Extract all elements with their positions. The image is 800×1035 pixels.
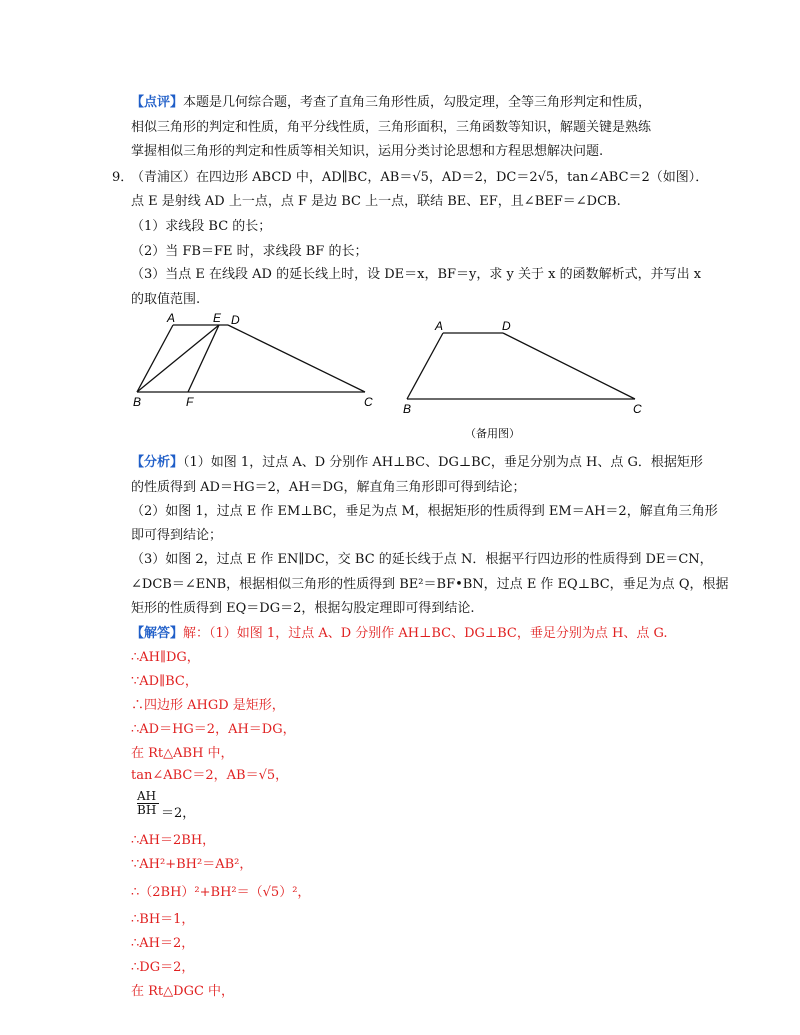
solution-step-1: ∴AH∥DG， bbox=[131, 650, 200, 665]
solution-step-4: ∴AD＝HG＝2，AH＝DG， bbox=[131, 722, 296, 737]
fig1-label-d: D bbox=[231, 313, 240, 327]
figure-1 bbox=[125, 308, 385, 408]
fig2-segment-ab bbox=[407, 333, 443, 399]
analysis-tag: 【分析】 bbox=[131, 455, 184, 470]
solution-step-12: ∴DG＝2， bbox=[131, 960, 195, 975]
fig1-label-c: C bbox=[364, 395, 373, 408]
fraction-numerator: AH bbox=[137, 789, 157, 803]
fig2-label-b: B bbox=[403, 402, 412, 416]
analysis-line-2: 的性质得到 AD＝HG＝2，AH＝DG，解直角三角形即可得到结论； bbox=[131, 480, 526, 495]
solution-step-11: ∴AH＝2， bbox=[131, 936, 195, 951]
solution-fraction-rest: ＝2， bbox=[161, 806, 196, 821]
fig1-segment-ab bbox=[137, 325, 173, 392]
fraction-denominator: BH bbox=[137, 803, 157, 817]
fig2-label-c: C bbox=[633, 402, 642, 416]
analysis-text-1: （1）如图 1，过点 A、D 分别作 AH⊥BC、DG⊥BC，垂足分别为点 H、点 G．根据矩形 bbox=[183, 455, 703, 470]
figure-2 bbox=[395, 312, 655, 442]
solution-step-9: ∴（2BH）²+BH²＝（√5）²， bbox=[131, 885, 311, 900]
solution-step-3: ∴四边形 AHGD 是矩形， bbox=[131, 698, 285, 713]
problem-question-2: （2）当 FB＝FE 时，求线段 BF 的长； bbox=[131, 244, 368, 259]
problem-question-3b: 的取值范围. bbox=[131, 292, 201, 307]
fig2-label-a: A bbox=[435, 319, 444, 333]
fig1-label-b: B bbox=[133, 395, 142, 408]
solution-tag: 【解答】 bbox=[131, 626, 184, 641]
analysis-line-6: ∠DCB＝∠ENB，根据相似三角形的性质得到 BE²＝BF•BN，过点 E 作 EQ⊥BC，垂足为点 Q，根据 bbox=[131, 577, 729, 592]
solution-step-7: ∴AH＝2BH， bbox=[131, 833, 216, 848]
fig2-caption: （备用图） bbox=[465, 428, 520, 440]
problem-line-2: 点 E 是射线 AD 上一点，点 F 是边 BC 上一点，联结 BE、EF，且∠BEF＝∠DCB. bbox=[131, 194, 621, 209]
fig1-label-a: A bbox=[167, 311, 176, 325]
solution-fraction bbox=[137, 790, 159, 817]
analysis-line-1 bbox=[131, 454, 703, 472]
analysis-line-5: （3）如图 2，过点 E 作 EN∥DC，交 BC 的延长线于点 N．根据平行四边形的性质得到 DE＝CN， bbox=[131, 552, 713, 567]
solution-line-head bbox=[131, 625, 668, 643]
solution-step-10: ∴BH＝1， bbox=[131, 912, 195, 927]
fig2-segment-dc bbox=[503, 333, 635, 399]
comment-line-2: 相似三角形的判定和性质，角平分线性质，三角形面积，三角函数等知识，解题关键是熟练 bbox=[131, 120, 652, 135]
fig1-label-f: F bbox=[186, 395, 194, 408]
analysis-line-3: （2）如图 1，过点 E 作 EM⊥BC，垂足为点 M，根据矩形的性质得到 EM＝AH＝2，解直角三角形 bbox=[131, 504, 718, 519]
problem-number: 9． bbox=[112, 170, 134, 185]
fig2-label-d: D bbox=[502, 319, 511, 333]
solution-head-text: 解：（1）如图 1，过点 A、D 分别作 AH⊥BC、DG⊥BC，垂足分别为点 H、点 G. bbox=[183, 626, 668, 641]
analysis-line-4: 即可得到结论； bbox=[131, 528, 223, 543]
solution-step-2: ∵AD∥BC， bbox=[131, 674, 198, 689]
comment-text-1: 本题是几何综合题，考查了直角三角形性质，勾股定理，全等三角形判定和性质， bbox=[183, 95, 652, 110]
fig1-segment-be bbox=[137, 325, 219, 392]
fig1-label-e: E bbox=[213, 311, 222, 325]
problem-line-1: （青浦区）在四边形 ABCD 中，AD∥BC，AB＝√5，AD＝2，DC＝2√5，tan∠ABC＝2（如图）． bbox=[131, 170, 709, 185]
comment-tag: 【点评】 bbox=[131, 95, 184, 110]
solution-step-5: 在 Rt△ABH 中， bbox=[131, 746, 234, 761]
solution-step-8: ∵AH²+BH²＝AB²， bbox=[131, 857, 253, 872]
solution-step-13: 在 Rt△DGC 中， bbox=[131, 984, 235, 999]
solution-step-6: tan∠ABC＝2，AB＝√5， bbox=[131, 768, 289, 783]
analysis-line-7: 矩形的性质得到 EQ＝DG＝2，根据勾股定理即可得到结论. bbox=[131, 601, 475, 616]
problem-question-3a: （3）当点 E 在线段 AD 的延长线上时，设 DE＝x，BF＝y，求 y 关于 x 的函数解析式，并写出 x bbox=[131, 267, 702, 282]
comment-line-1 bbox=[131, 94, 651, 112]
problem-question-1: （1）求线段 BC 的长； bbox=[131, 219, 272, 234]
fig1-segment-ef bbox=[188, 325, 219, 392]
comment-line-3: 掌握相似三角形的判定和性质等相关知识，运用分类讨论思想和方程思想解决问题. bbox=[131, 144, 604, 159]
fig1-segment-dc bbox=[228, 325, 365, 392]
